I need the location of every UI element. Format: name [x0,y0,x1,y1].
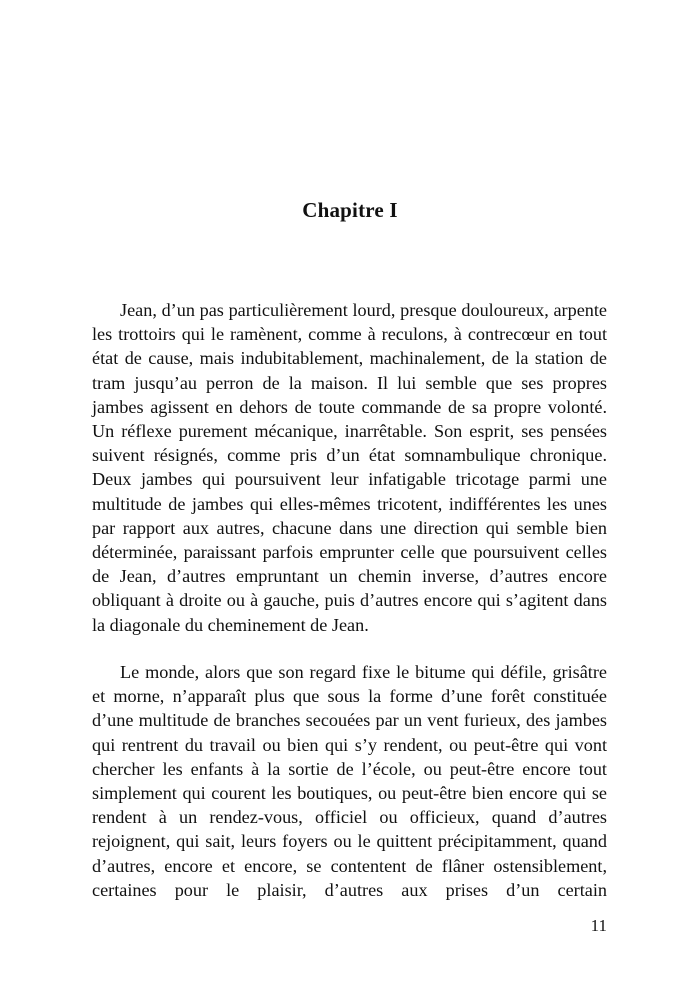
paragraph: Le monde, alors que son regard fixe le bitume qui défile, grisâtre et morne, n’apparaît plus que sous la forme d’une forêt constituée d’une multitude de branches secouées par un vent furieux, des jambes qui rentrent du travail ou bien qui s’y rendent, ou peut-être qui vont chercher les enfants à la sortie de l’école, ou peut-être encore tout simplement qui courent les boutiques, ou peut-être bien encore qui se rendent à un rendez-vous, officiel ou officieux, quand d’autres rejoignent, qui sait, leurs foyers ou le quittent précipitamment, quand d’autres, encore et encore, se contentent de flâner ostensiblement, certaines pour le plaisir, d’autres aux prises d’un certain [92,662,607,900]
chapter-title: Chapitre I [302,198,398,222]
paragraph-block-2 [92,660,607,902]
page-number: 11 [590,916,607,935]
paragraph-block-1 [92,298,607,637]
paragraph: Jean, d’un pas particulièrement lourd, presque douloureux, arpente les trottoirs qui le ramènent, comme à reculons, à contrecœur en tout état de cause, mais indubitablement, machinalement, de la station de tram jusqu’au perron de la maison. Il lui semble que ses propres jambes agissent en dehors de toute commande de sa propre volonté. Un réflexe purement mécanique, inarrêtable. Son esprit, ses pensées suivent résignés, comme pris d’un état somnambulique chronique. Deux jambes qui poursuivent leur infatigable tricotage parmi une multitude de jambes qui elles-mêmes tricotent, indifférentes les unes par rapport aux autres, chacune dans une direction qui semble bien déterminée, paraissant parfois emprunter celle que poursuivent celles de Jean, d’autres empruntant un chemin inverse, d’autres encore obliquant à droite ou à gauche, puis d’autres encore qui s’agitent dans la diagonale du cheminement de Jean. [92,300,607,635]
